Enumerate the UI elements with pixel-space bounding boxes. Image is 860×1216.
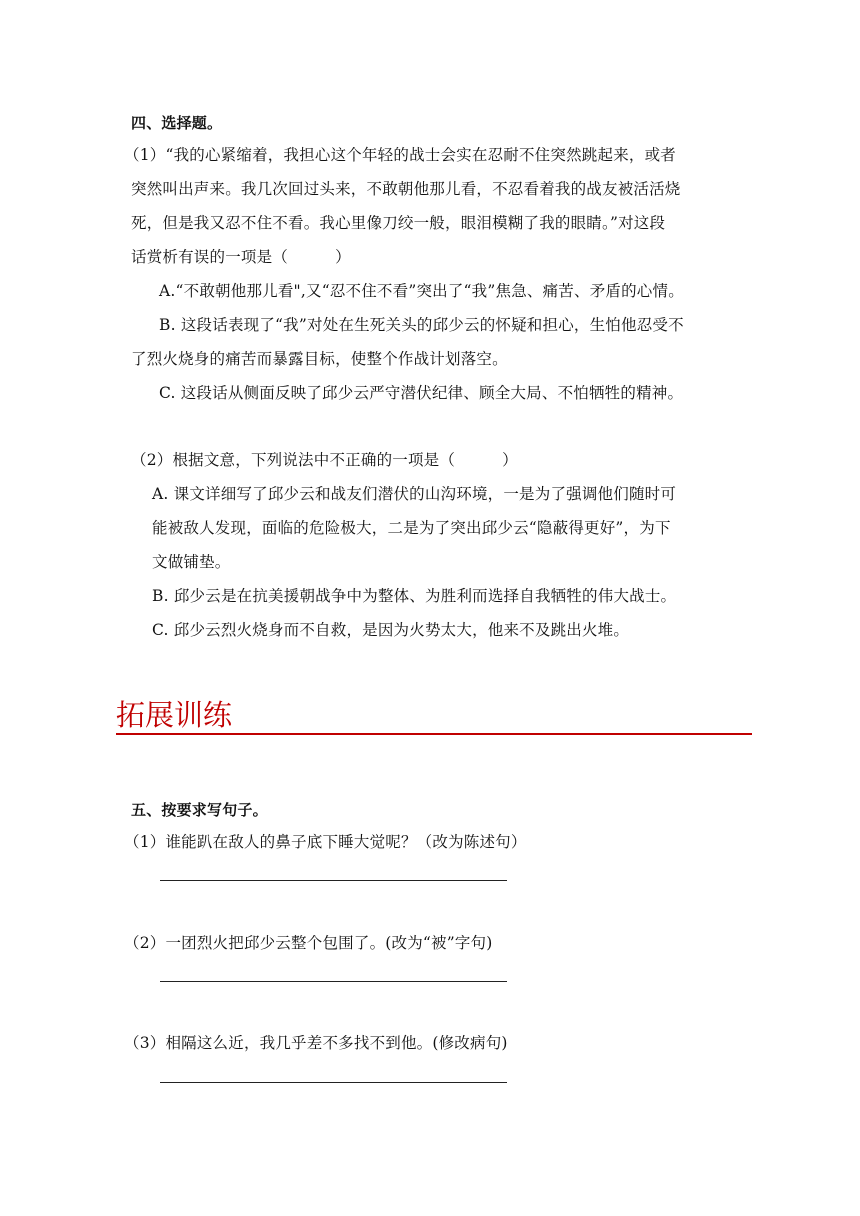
section-banner [116,697,752,735]
q1-option-c: C. 这段话从侧面反映了邱少云严守潜伏纪律、顾全大局、不怕牺牲的精神。 [159,384,684,402]
answer-line-2[interactable] [160,981,507,982]
q2-option-c: C. 邱少云烈火烧身而不自救，是因为火势太大，他来不及跳出火堆。 [152,621,630,639]
q1-stem-line-4: 话赏析有误的一项是（ ） [131,248,351,266]
section-4-heading: 四、选择题。 [131,114,223,132]
q1-option-a: A.“不敢朝他那儿看",又“忍不住不看”突出了“我”焦急、痛苦、矛盾的心情。 [159,282,684,300]
answer-line-3[interactable] [160,1082,507,1083]
rewrite-item-2: （2）一团烈火把邱少云整个包围了。(改为“被”字句) [124,934,493,952]
q2-option-a-line-2: 能被敌人发现，面临的危险极大，二是为了突出邱少云“隐蔽得更好”，为下 [152,519,671,537]
q2-option-a-line-1: A. 课文详细写了邱少云和战友们潜伏的山沟环境，一是为了强调他们随时可 [152,485,677,503]
q2-option-a-line-3: 文做铺垫。 [152,553,231,571]
q1-stem-line-2: 突然叫出声来。我几次回过头来，不敢朝他那儿看，不忍看着我的战友被活活烧 [131,180,681,198]
q1-option-b-line-1: B. 这段话表现了“我”对处在生死关头的邱少云的怀疑和担心，生怕他忍受不 [159,316,684,334]
banner-underline [116,733,752,735]
answer-line-1[interactable] [160,880,507,881]
q1-stem-line-3: 死，但是我又忍不住不看。我心里像刀绞一般，眼泪模糊了我的眼睛。”对这段 [131,214,666,232]
q2-stem: （2）根据文意，下列说法中不正确的一项是（ ） [131,451,518,469]
q1-option-b-line-2: 了烈火烧身的痛苦而暴露目标，使整个作战计划落空。 [131,350,508,368]
section-5-heading: 五、按要求写句子。 [131,801,268,819]
rewrite-item-3: （3）相隔这么近，我几乎差不多找不到他。(修改病句) [124,1034,508,1052]
q1-stem-line-1: （1）“我的心紧缩着，我担心这个年轻的战士会实在忍耐不住突然跳起来，或者 [124,146,676,164]
banner-title: 拓展训练 [116,698,233,732]
rewrite-item-1: （1）谁能趴在敌人的鼻子底下睡大觉呢？（改为陈述句） [124,833,527,851]
q2-option-b: B. 邱少云是在抗美援朝战争中为整体、为胜利而选择自我牺牲的伟大战士。 [152,587,677,605]
